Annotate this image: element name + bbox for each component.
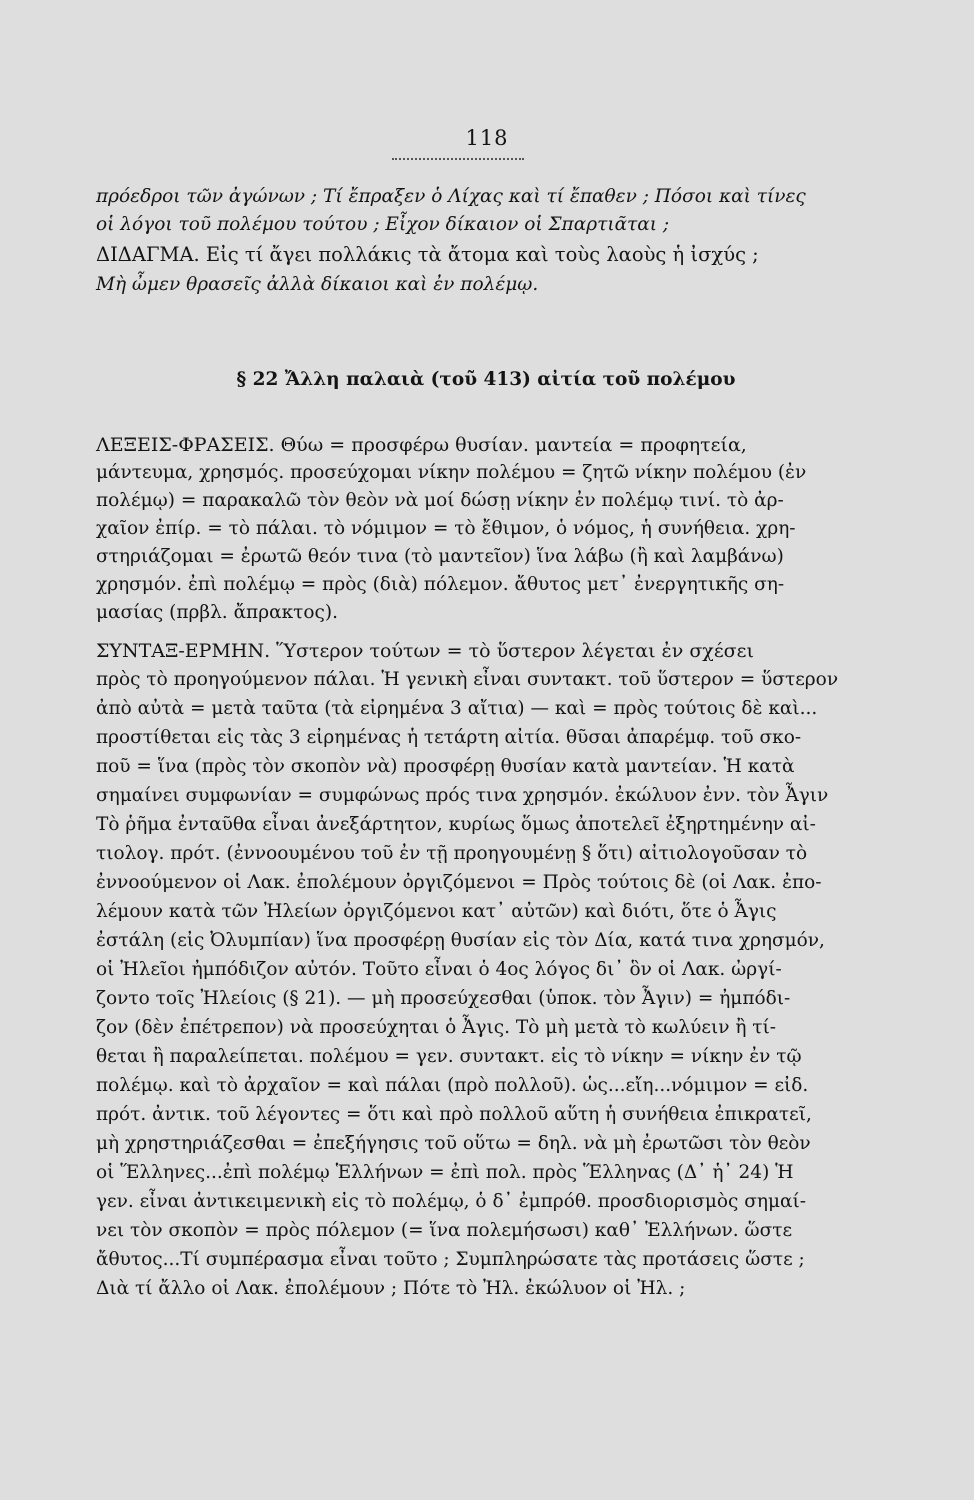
text-line: προστίθεται εἰς τὰς 3 εἰρημένας ἡ τετάρτη αἰτία. θῦσαι ἀπαρέμφ. τοῦ σκο-: [96, 727, 802, 748]
text-line: πολέμῳ) = παρακαλῶ τὸν θεὸν νὰ μοί δώσῃ νίκην ἐν πολέμῳ τινί. τὸ ἀρ-: [96, 490, 784, 511]
text-line: οἱ λόγοι τοῦ πολέμου τούτου ; Εἶχον δίκαιον οἱ Σπαρτιᾶται ;: [96, 214, 670, 235]
text-line: χαῖον ἐπίρ. = τὸ πάλαι. τὸ νόμιμον = τὸ ἔθιμον, ὁ νόμος, ἡ συνήθεια. χρη-: [96, 518, 796, 539]
text-line: χρησμόν. ἐπὶ πολέμῳ = πρὸς (διὰ) πόλεμον. ἄθυτος μετ᾽ ἐνεργητικῆς ση-: [96, 574, 785, 595]
text-line: ἄθυτος...Τί συμπέρασμα εἶναι τοῦτο ; Συμπληρώσατε τὰς προτάσεις ὥστε ;: [96, 1249, 805, 1270]
text-line: σημαίνει συμφωνίαν = συμφώνως πρός τινα χρησμόν. ἐκώλυον ἐνν. τὸν Ἆγιν: [96, 785, 829, 806]
text-line: οἱ Ἕλληνες...ἐπὶ πολέμῳ Ἑλλήνων = ἐπὶ πολ. πρὸς Ἕλληνας (Δ᾽ ἡ᾽ 24) Ἡ: [96, 1162, 794, 1183]
header-rule: [392, 158, 524, 160]
text-line: νει τὸν σκοπὸν = πρὸς πόλεμον (= ἵνα πολεμήσωσι) καθ᾽ Ἑλλήνων. ὥστε: [96, 1220, 793, 1241]
text-line: ποῦ = ἵνα (πρὸς τὸν σκοπὸν νὰ) προσφέρῃ θυσίαν κατὰ μαντείαν. Ἡ κατὰ: [96, 756, 795, 777]
text-line: μάντευμα, χρησμός. προσεύχομαι νίκην πολέμου = ζητῶ νίκην πολέμου (ἐν: [96, 462, 807, 483]
text-line: Τὸ ῥῆμα ἐνταῦθα εἶναι ἀνεξάρτητον, κυρίως ὅμως ἀποτελεῖ ἐξηρτημένην αἰ-: [96, 814, 816, 835]
text-line: πρόεδροι τῶν ἀγώνων ; Τί ἔπραξεν ὁ Λίχας καὶ τί ἔπαθεν ; Πόσοι καὶ τίνες: [96, 186, 806, 207]
text-line: γεν. εἶναι ἀντικειμενικὴ εἰς τὸ πολέμῳ, ὁ δ᾽ ἐμπρόθ. προσδιορισμὸς σημαί-: [96, 1191, 806, 1212]
text-line: ἐστάλη (εἰς Ὀλυμπίαν) ἵνα προσφέρῃ θυσίαν εἰς τὸν Δία, κατά τινα χρησμόν,: [96, 930, 825, 951]
text-line: μὴ χρηστηριάζεσθαι = ἐπεξήγησις τοῦ οὕτω = δηλ. νὰ μὴ ἐρωτῶσι τὸν θεὸν: [96, 1133, 811, 1154]
text-line: ζοντο τοῖς Ἠλείοις (§ 21). — μὴ προσεύχεσθαι (ὑποκ. τὸν Ἆγιν) = ἠμπόδι-: [96, 988, 791, 1009]
text-line: οἱ Ἠλεῖοι ἠμπόδιζον αὐτόν. Τοῦτο εἶναι ὁ 4ος λόγος δι᾽ ὃν οἱ Λακ. ὠργί-: [96, 959, 782, 980]
text-line: ΔΙΔΑΓΜΑ. Εἰς τί ἄγει πολλάκις τὰ ἄτομα καὶ τοὺς λαοὺς ἡ ἰσχύς ;: [96, 243, 759, 266]
text-line: μασίας (πρβλ. ἄπρακτος).: [96, 602, 338, 623]
section-heading: § 22 Ἄλλη παλαιὰ (τοῦ 413) αἰτία τοῦ πολέμου: [236, 369, 736, 390]
page-number: 118: [465, 126, 509, 150]
text-line: πρότ. ἀντικ. τοῦ λέγοντες = ὅτι καὶ πρὸ πολλοῦ αὕτη ἡ συνήθεια ἐπικρατεῖ,: [96, 1104, 812, 1125]
text-line: Διὰ τί ἄλλο οἱ Λακ. ἐπολέμουν ; Πότε τὸ Ἠλ. ἐκώλυον οἱ Ἠλ. ;: [96, 1278, 686, 1299]
text-line: ΣΥΝΤΑΞ-ΕΡΜΗΝ. Ὕστερον τούτων = τὸ ὕστερον λέγεται ἐν σχέσει: [96, 640, 754, 662]
text-line: θεται ἢ παραλείπεται. πολέμου = γεν. συντακτ. εἰς τὸ νίκην = νίκην ἐν τῷ: [96, 1046, 802, 1067]
text-line: πρὸς τὸ προηγούμενον πάλαι. Ἡ γενικὴ εἶναι συντακτ. τοῦ ὕστερον = ὕστερον: [96, 669, 839, 690]
text-line: Μὴ ὦμεν θρασεῖς ἀλλὰ δίκαιοι καὶ ἐν πολέμῳ.: [96, 274, 539, 295]
text-line: στηριάζομαι = ἐρωτῶ θεόν τινα (τὸ μαντεῖον) ἵνα λάβω (ἢ καὶ λαμβάνω): [96, 546, 784, 567]
text-line: ἀπὸ αὐτὰ = μετὰ ταῦτα (τὰ εἰρημένα 3 αἴτια) — καὶ = πρὸς τούτοις δὲ καὶ...: [96, 698, 818, 719]
text-line: πολέμῳ. καὶ τὸ ἀρχαῖον = καὶ πάλαι (πρὸ πολλοῦ). ὡς...εἴη...νόμιμον = εἰδ.: [96, 1075, 809, 1096]
text-line: ΛΕΞΕΙΣ-ΦΡΑΣΕΙΣ. Θύω = προσφέρω θυσίαν. μαντεία = προφητεία,: [96, 434, 747, 456]
text-line: ζον (δὲν ἐπέτρεπον) νὰ προσεύχηται ὁ Ἆγις. Τὸ μὴ μετὰ τὸ κωλύειν ἢ τί-: [96, 1017, 777, 1038]
text-line: ἐννοούμενον οἱ Λακ. ἐπολέμουν ὀργιζόμενοι = Πρὸς τούτοις δὲ (οἱ Λακ. ἐπο-: [96, 872, 822, 893]
text-line: τιολογ. πρότ. (ἐννοουμένου τοῦ ἐν τῇ προηγουμένῃ § ὅτι) αἰτιολογοῦσαν τὸ: [96, 843, 808, 864]
text-line: λέμουν κατὰ τῶν Ἠλείων ὀργιζόμενοι κατ᾽ αὐτῶν) καὶ διότι, ὅτε ὁ Ἆγις: [96, 901, 777, 922]
